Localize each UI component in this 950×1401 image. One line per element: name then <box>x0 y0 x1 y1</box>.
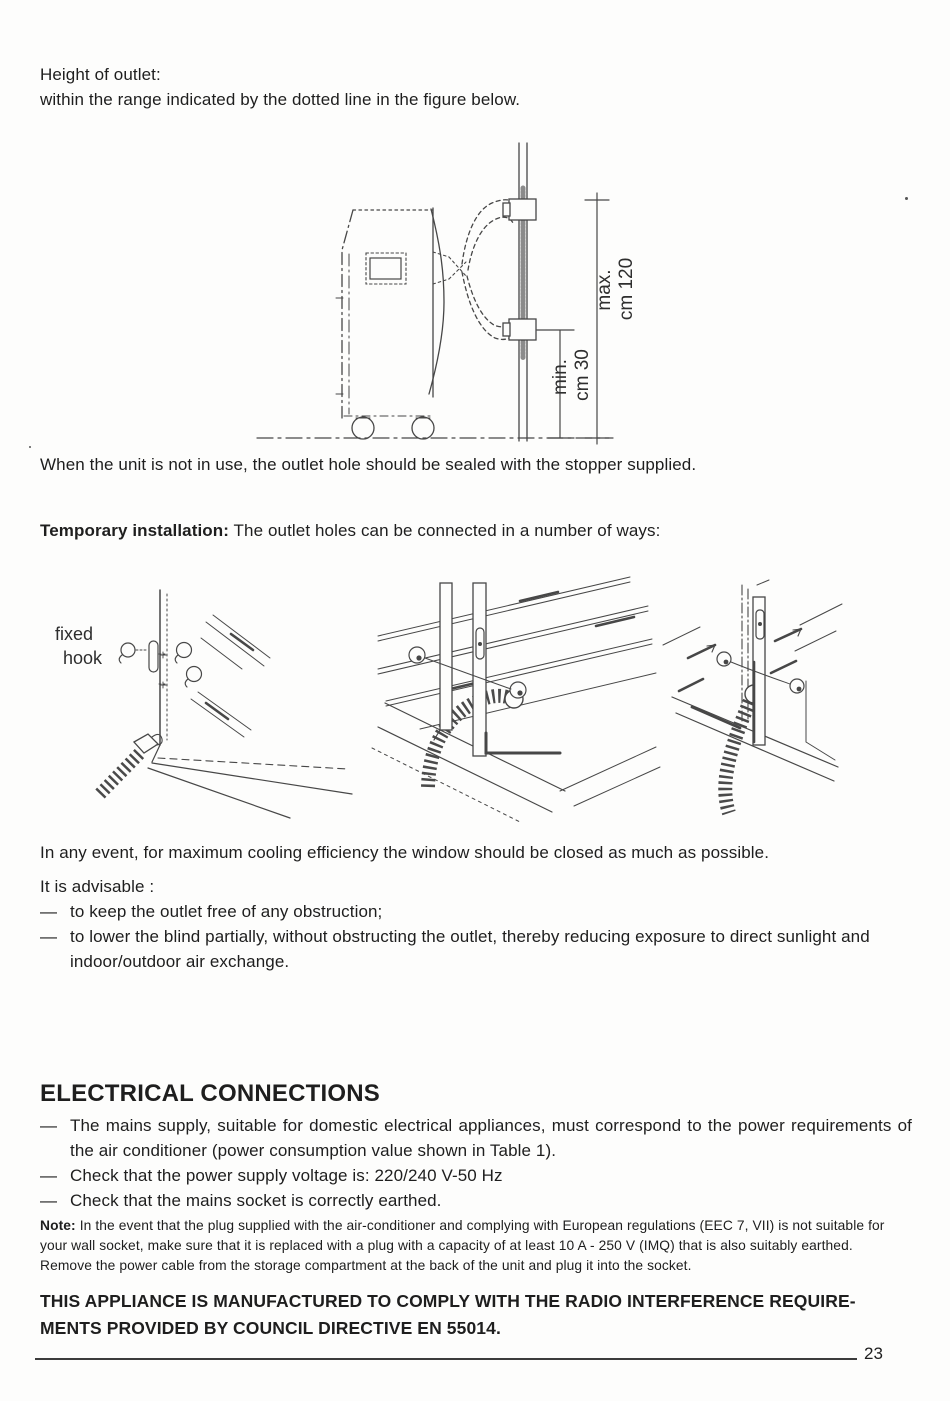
advisable-item <box>40 924 902 974</box>
note-lead: Note: <box>40 1218 76 1233</box>
electrical-item <box>40 1163 912 1188</box>
electrical-heading: ELECTRICAL CONNECTIONS <box>40 1080 380 1107</box>
figure-window-installations <box>40 563 930 825</box>
fixed-hook-label-line1: fixed <box>55 624 94 644</box>
min-value-label: cm 30 <box>572 349 593 401</box>
advisable-item-text: to keep the outlet free of any obstruction; <box>70 902 383 921</box>
bullet-dash: — <box>40 927 58 946</box>
max-value-label: cm 120 <box>616 257 637 321</box>
advisable-item <box>40 899 902 924</box>
temporary-installation-paragraph <box>40 518 880 543</box>
note-text: In the event that the plug supplied with the air-conditioner and complying with European regulations (EEC 7, VII) is not suitable for your wall socket, make sure that it is replaced with a plug with a capacity of at least 10 A - 250 V (IMQ) that is also suitably earthed. Remove the power cable from the storage compartment at the back of the unit and plug it into the socket. <box>40 1218 885 1273</box>
dimension-lines <box>537 193 609 444</box>
electrical-item <box>40 1188 912 1213</box>
cooling-note: In any event, for maximum cooling efficiency the window should be closed as much as possible. <box>40 843 770 862</box>
max-label: max. <box>594 269 615 311</box>
min-label: min. <box>550 359 571 395</box>
hose-drawing-3 <box>725 696 752 813</box>
diagram-sliding-window <box>372 577 660 822</box>
figure-outlet-height <box>240 138 660 450</box>
scan-speck <box>29 446 31 448</box>
hose-drawing-1 <box>100 753 140 794</box>
bullet-dash: — <box>40 1166 58 1185</box>
intro-paragraph <box>40 62 780 112</box>
stopper-note: When the unit is not in use, the outlet hole should be sealed with the stopper supplied. <box>40 455 697 474</box>
electrical-section <box>40 1080 912 1213</box>
advisable-section <box>40 874 902 974</box>
temporary-installation-rest: The outlet holes can be connected in a number of ways: <box>229 521 661 540</box>
note-paragraph <box>40 1216 892 1276</box>
advisable-intro: It is advisable : <box>40 877 155 896</box>
intro-line-1: Height of outlet: <box>40 65 161 84</box>
electrical-item-text: Check that the mains socket is correctly earthed. <box>70 1191 442 1210</box>
compliance-line-1: THIS APPLIANCE IS MANUFACTURED TO COMPLY WITH THE RADIO INTERFERENCE REQUIRE- <box>40 1291 856 1311</box>
diagram-sill-hose <box>663 580 842 813</box>
compliance-line-2: MENTS PROVIDED BY COUNCIL DIRECTIVE EN 55014. <box>40 1318 501 1338</box>
compliance-statement <box>40 1288 912 1342</box>
temporary-installation-lead: Temporary installation: <box>40 521 230 540</box>
bullet-dash: — <box>40 1116 58 1135</box>
electrical-item <box>40 1113 912 1163</box>
electrical-item-text: Check that the power supply voltage is: 220/240 V-50 Hz <box>70 1166 503 1185</box>
footer-rule <box>35 1358 857 1360</box>
diagram-fixed-hook <box>100 590 352 818</box>
bullet-dash: — <box>40 1191 58 1210</box>
scan-speck <box>905 197 908 200</box>
intro-line-2: within the range indicated by the dotted line in the figure below. <box>40 90 521 109</box>
fixed-hook-label-line2: hook <box>63 648 103 668</box>
electrical-item-text: The mains supply, suitable for domestic electrical appliances, must correspond to the power requirements of the air conditioner (power consumption value shown in Table 1). <box>70 1116 912 1160</box>
air-conditioner-drawing <box>336 208 444 439</box>
wall-drawing <box>519 143 527 441</box>
advisable-item-text: to lower the blind partially, without obstructing the outlet, thereby reducing exposure to direct sunlight and indoor/outdoor air exchange. <box>70 927 870 971</box>
handle-drawing <box>366 253 406 284</box>
page-number: 23 <box>864 1344 883 1363</box>
bullet-dash: — <box>40 902 58 921</box>
exhaust-hose-drawing <box>433 200 517 340</box>
